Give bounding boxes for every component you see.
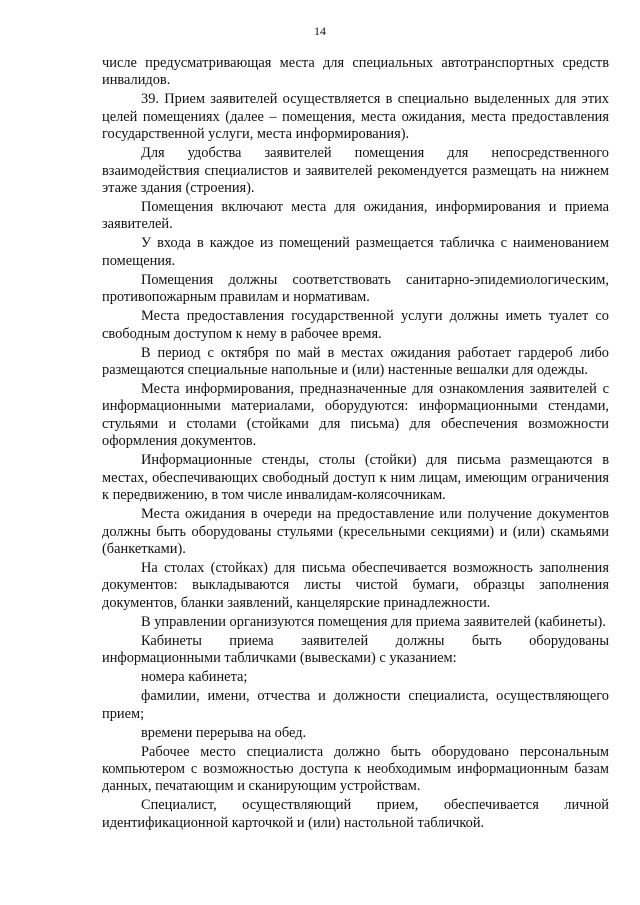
- paragraph: Специалист, осуществляющий прием, обеспечивается личной идентификационной карточкой и (или) настольной табличкой.: [102, 797, 609, 831]
- paragraph: Информационные стенды, столы (стойки) для письма размещаются в местах, обеспечивающих свободный доступ к ним лицам, имеющим ограничения к передвижению, в том числе инвалидам-колясочникам.: [102, 452, 609, 504]
- paragraph: 39. Прием заявителей осуществляется в специально выделенных для этих целей помещениях (далее – помещения, места ожидания, места предоставления государственной услуги, места информирования).: [102, 91, 609, 143]
- paragraph: Места ожидания в очереди на предоставление или получение документов должны быть оборудованы стульями (кресельными секциями) и (или) скамьями (банкетками).: [102, 506, 609, 557]
- paragraph: числе предусматривающая места для специальных автотранспортных средств инвалидов.: [102, 55, 609, 89]
- page-number: 14: [314, 24, 326, 38]
- paragraph: У входа в каждое из помещений размещается табличка с наименованием помещения.: [102, 235, 609, 269]
- paragraph: В управлении организуются помещения для приема заявителей (кабинеты).: [141, 613, 606, 630]
- paragraph: В период с октября по май в местах ожидания работает гардероб либо размещаются специальные напольные и (или) настенные вешалки для одежды.: [102, 344, 609, 379]
- paragraph: Помещения включают места для ожидания, информирования и приема заявителей.: [102, 199, 609, 233]
- paragraph: фамилии, имени, отчества и должности специалиста, осуществляющего прием;: [102, 688, 609, 722]
- paragraph: Для удобства заявителей помещения для непосредственного взаимодействия специалистов и заявителей рекомендуется размещать на нижнем этаже здания (строения).: [102, 145, 609, 197]
- paragraph: времени перерыва на обед.: [141, 724, 307, 741]
- paragraph: Места предоставления государственной услуги должны иметь туалет со свободным доступом к нему в рабочее время.: [102, 308, 609, 342]
- paragraph: Кабинеты приема заявителей должны быть оборудованы информационными табличками (вывесками) с указанием:: [102, 632, 609, 667]
- paragraph: Помещения должны соответствовать санитарно-эпидемиологическим, противопожарным правилам и нормативам.: [102, 271, 609, 306]
- paragraph: На столах (стойках) для письма обеспечивается возможность заполнения документов: выкладываются листы чистой бумаги, образцы заполнения документов, бланки заявлений, канцелярские принадлежности.: [102, 559, 609, 611]
- paragraph: номера кабинета;: [141, 669, 248, 686]
- paragraph: Места информирования, предназначенные для ознакомления заявителей с информационными материалами, оборудуются: информационными стендами, стульями и столами (стойками для письма) для обеспечения возможности оформления документов.: [102, 381, 609, 450]
- paragraph: Рабочее место специалиста должно быть оборудовано персональным компьютером с возможностью доступа к необходимым информационным базам данных, печатающим и сканирующим устройствам.: [102, 743, 609, 795]
- body-text: [102, 55, 609, 834]
